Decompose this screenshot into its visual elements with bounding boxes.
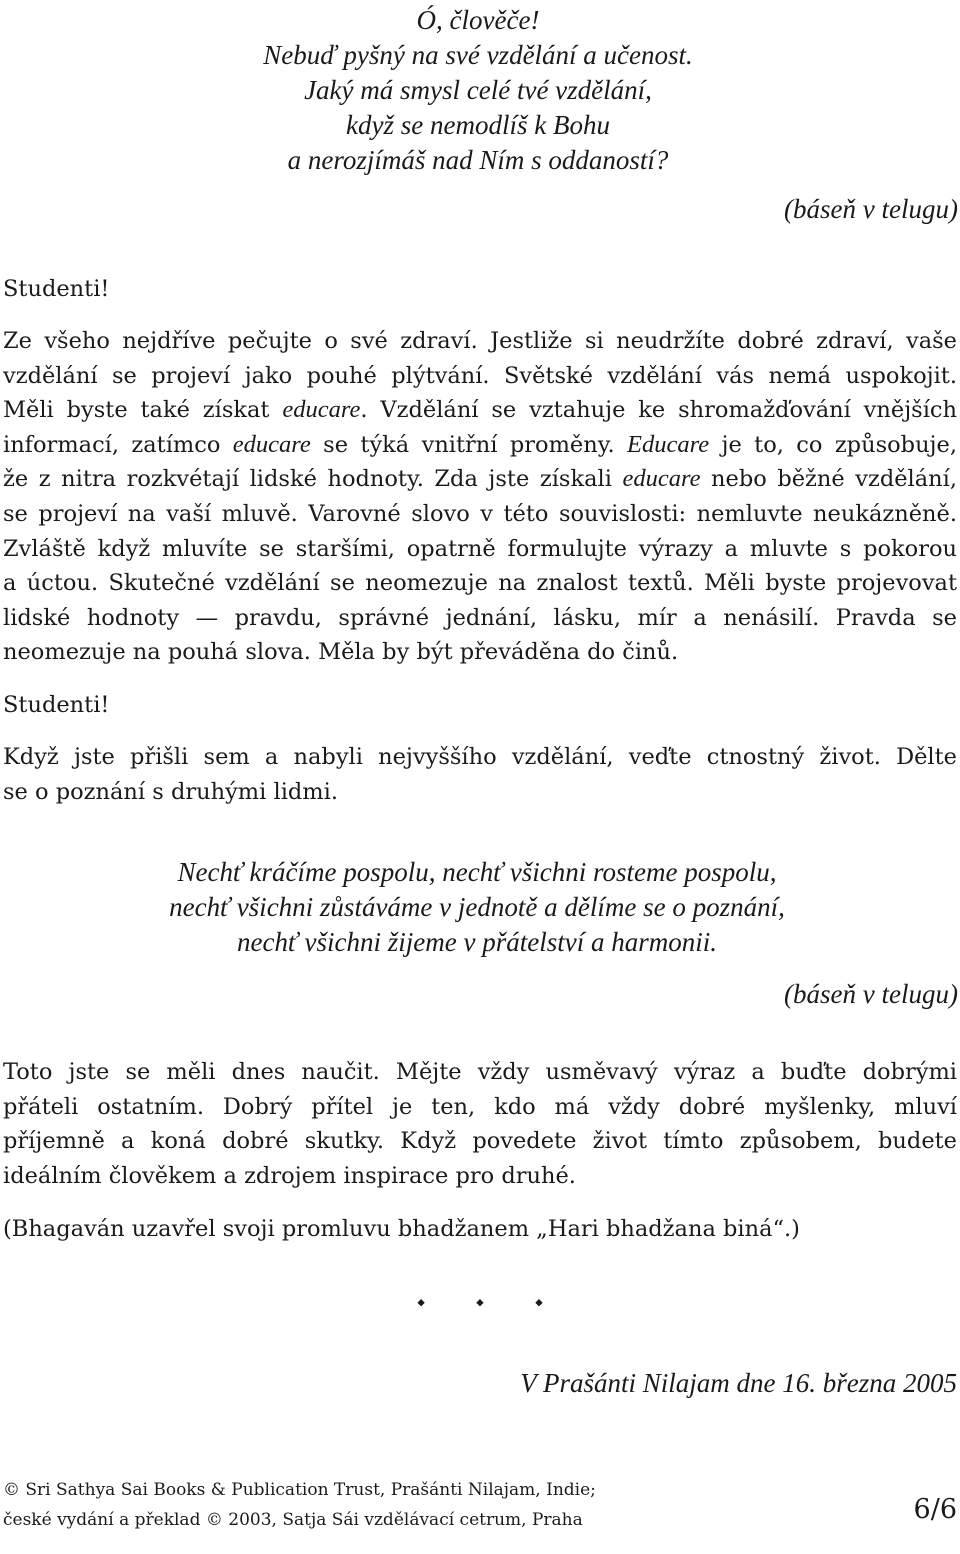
address-heading — [3, 688, 957, 723]
paragraph-line: ideálním člověkem a zdrojem inspirace pro druhé. — [3, 1162, 576, 1189]
poem-attribution: (báseň v telugu) — [784, 194, 958, 224]
poem-line: nechť všichni zůstáváme v jednotě a dělíme se o poznání, — [169, 892, 785, 922]
address-text: Studenti! — [3, 276, 110, 302]
paragraph-virtuous-life — [3, 740, 957, 809]
paragraph-line: Ze všeho nejdříve pečujte o své zdraví. Jestliže si neudržíte dobré zdraví, vaše — [3, 328, 957, 354]
paragraph-line: přáteli ostatním. Dobrý přítel je ten, kdo má vždy dobré myšlenky, mluví — [3, 1093, 957, 1120]
poem-line: Ó, člověče! — [416, 5, 540, 35]
paragraph-line: Zvláště když mluvíte se staršími, opatrně formulujte výrazy a mluvte s pokorou — [3, 535, 957, 562]
paragraph-line: a úctou. Skutečné vzdělání se neomezuje na znalost textů. Měli byste projevovat — [3, 570, 957, 597]
diamond-ornament-icon: ⬩ — [476, 1290, 484, 1315]
address-text: Studenti! — [3, 692, 110, 718]
copyright-line: české vydání a překlad © 2003, Satja Sái vzdělávací cetrum, Praha — [3, 1510, 583, 1530]
emphasis-term: Educare — [627, 430, 710, 458]
paragraph-line: že z nitra rozkvétají lidské hodnoty. Zda jste získali educare nebo běžné vzdělání, — [3, 465, 957, 493]
section-separator — [0, 1290, 960, 1315]
poem-line: nechť všichni žijeme v přátelství a harmonii. — [237, 927, 717, 957]
paragraph-line: neomezuje na pouhá slova. Měla by být převáděna do činů. — [3, 639, 679, 666]
closing-note-text: (Bhagaván uzavřel svoji promluvu bhadžanem „Hari bhadžana biná“.) — [3, 1216, 800, 1242]
paragraph-lesson — [3, 1055, 957, 1193]
paragraph-line: Toto jste se měli dnes naučit. Mějte vždy usměvavý výraz a buďte dobrými — [3, 1059, 957, 1085]
paragraph-health-education — [3, 324, 957, 670]
paragraph-line: lidské hodnoty — pravdu, správné jednání, lásku, mír a nenásilí. Pravda se — [3, 604, 957, 631]
diamond-ornament-icon: ⬩ — [534, 1290, 543, 1315]
copyright-line: © Sri Sathya Sai Books & Publication Trust, Prašánti Nilajam, Indie; — [3, 1480, 596, 1500]
diamond-ornament-icon: ⬩ — [417, 1290, 426, 1315]
dateline: V Prašánti Nilajam dne 16. března 2005 — [520, 1368, 957, 1398]
paragraph-line: vzdělání se projeví jako pouhé plýtvání. Světské vzdělání vás nemá uspokojit. — [3, 362, 957, 389]
paragraph-line: Když jste přišli sem a nabyli nejvyššího vzdělání, veďte ctnostný život. Dělte — [3, 744, 957, 770]
emphasis-term: educare — [622, 465, 701, 493]
emphasis-term: educare — [232, 430, 311, 458]
paragraph-line: příjemně a koná dobré skutky. Když povedete život tímto způsobem, budete — [3, 1128, 957, 1155]
copyright-footer — [3, 1475, 596, 1535]
address-heading — [3, 272, 957, 307]
poem-line: když se nemodlíš k Bohu — [346, 110, 610, 140]
page-number: 6/6 — [913, 1494, 957, 1525]
poem-line: a nerozjímáš nad Ním s oddaností? — [287, 145, 669, 175]
opening-poem — [0, 3, 958, 178]
poem-attribution: (báseň v telugu) — [784, 979, 958, 1009]
emphasis-term: educare — [282, 396, 361, 424]
poem-line: Jaký má smysl celé tvé vzdělání, — [304, 75, 652, 105]
paragraph-line: Měli byste také získat educare. Vzdělání se vztahuje ke shromažďování vnějších — [3, 396, 958, 424]
paragraph-line: se projeví na vaší mluvě. Varovné slovo v této souvislosti: nemluvte neukázněně. — [3, 500, 957, 527]
closing-poem — [0, 855, 957, 960]
closing-note — [3, 1212, 957, 1247]
poem-line: Nebuď pyšný na své vzdělání a učenost. — [263, 40, 693, 70]
paragraph-line: se o poznání s druhými lidmi. — [3, 778, 338, 805]
poem-line: Nechť kráčíme pospolu, nechť všichni rosteme pospolu, — [177, 857, 777, 887]
paragraph-line: informací, zatímco educare se týká vnitřní proměny. Educare je to, co způsobuje, — [3, 430, 958, 458]
